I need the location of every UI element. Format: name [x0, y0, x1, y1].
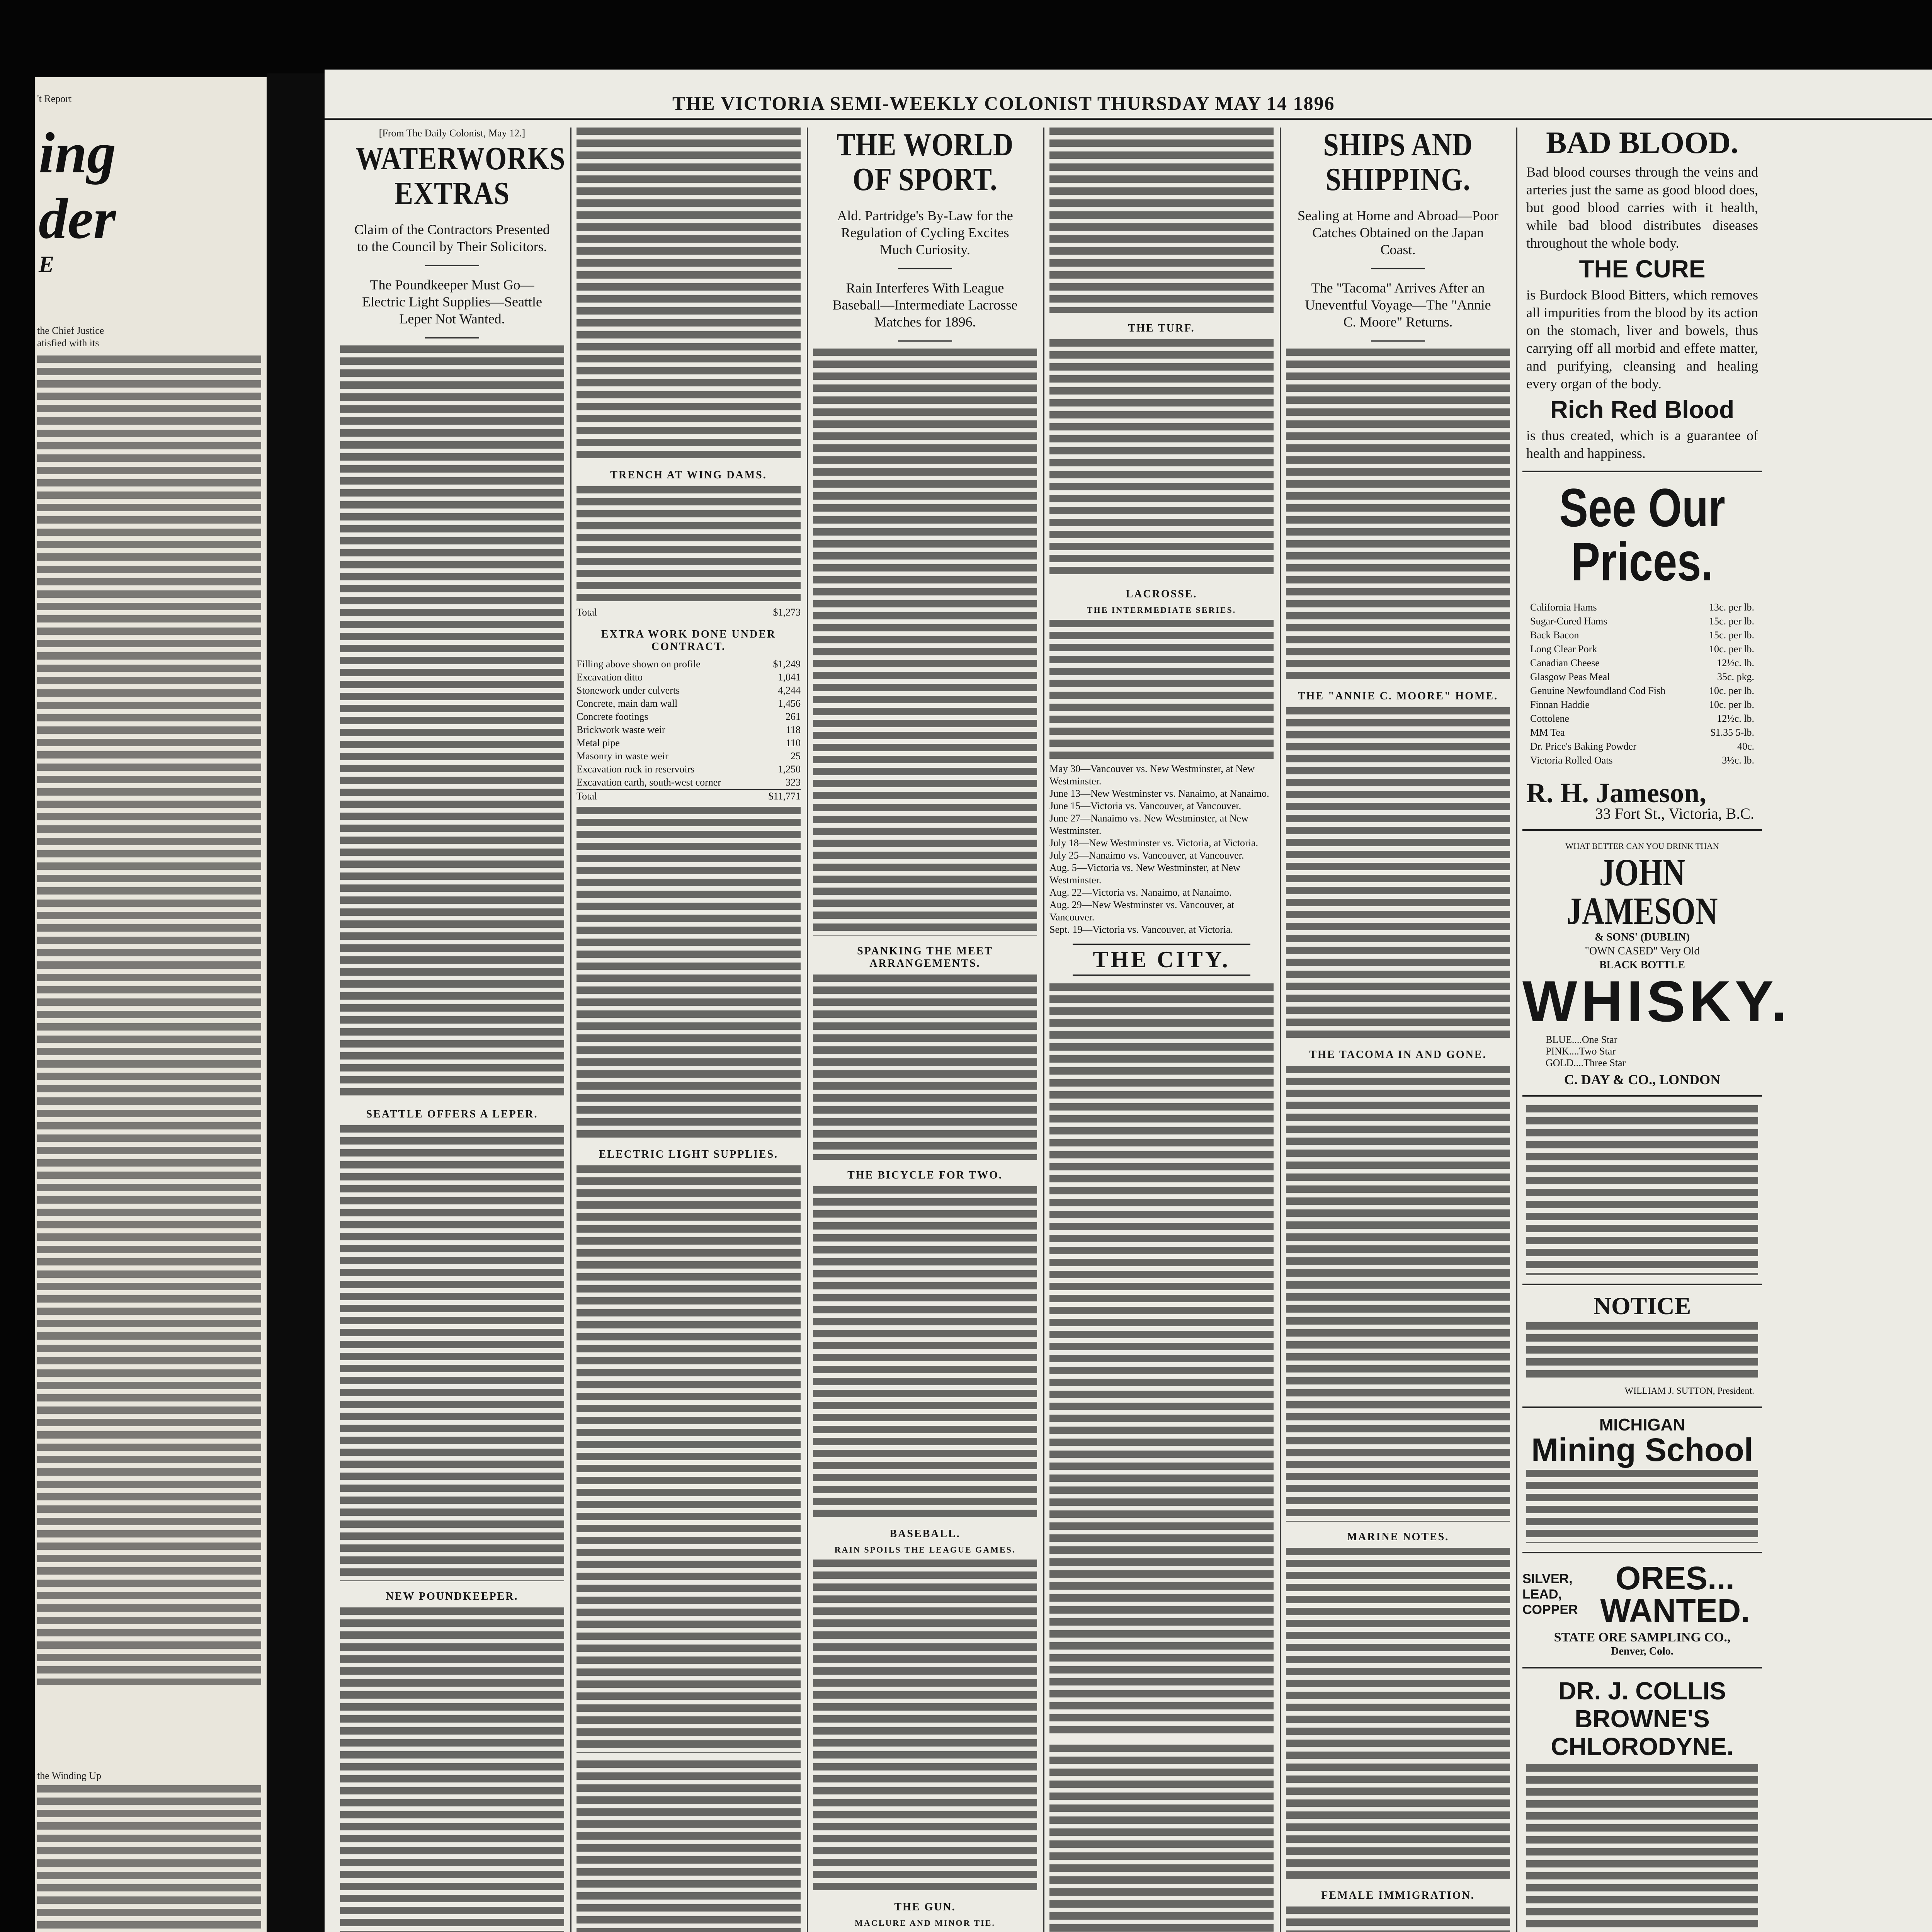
price-row: [1530, 670, 1754, 684]
subhead: BASEBALL.: [889, 1528, 961, 1540]
price-item: Dr. Price's Baking Powder: [1530, 741, 1636, 752]
ad-text: & SONS' (DUBLIN): [1595, 931, 1690, 943]
subhead: SPANKING THE MEET ARRANGEMENTS.: [857, 945, 993, 969]
newspaper-page: [325, 70, 1932, 1932]
price-row: [1530, 628, 1754, 642]
divider: [898, 268, 952, 269]
previous-page-fragment: [35, 77, 267, 1932]
ad-text: BLACK BOTTLE: [1599, 959, 1685, 971]
headline-sport: THE WORLD OF SPORT.: [836, 127, 1014, 197]
article-body: [340, 1125, 564, 1581]
price-item: Back Bacon: [1530, 629, 1579, 641]
price-value: 12½c. lb.: [1717, 713, 1754, 724]
subhead: THE TACOMA IN AND GONE.: [1309, 1049, 1487, 1061]
table-row: [577, 697, 801, 710]
deck: Ald. Partridge's By-Law for the Regulation of Cycling Excites Much Curiosity.: [837, 208, 1013, 257]
ad-body: [1526, 1764, 1758, 1932]
price-row: [1530, 600, 1754, 614]
ad-headline: JOHN JAMESON: [1566, 851, 1718, 932]
price-item: Long Clear Pork: [1530, 643, 1597, 655]
ad-jameson-whisky: [1522, 839, 1791, 1087]
subhead: THE INTERMEDIATE SERIES.: [1087, 605, 1236, 615]
price-row: [1530, 753, 1754, 767]
capsule-list: [1546, 1034, 1739, 1069]
binding-gutter: [267, 73, 325, 1932]
subhead: ELECTRIC LIGHT SUPPLIES.: [599, 1148, 779, 1160]
column-rule: [1280, 128, 1281, 1932]
ad-address: 33 Fort St., Victoria, B.C.: [1595, 805, 1754, 822]
table-row: [577, 671, 801, 684]
divider: [1371, 268, 1425, 269]
price-row: [1530, 712, 1754, 726]
dateline: [From The Daily Colonist, May 12.]: [379, 128, 526, 139]
ad-headline: ORES... WANTED.: [1600, 1560, 1750, 1629]
prev-headline: E: [39, 252, 54, 277]
notice-signer: WILLIAM J. SUTTON, President.: [1624, 1386, 1754, 1396]
table-label: Brickwork waste weir: [577, 724, 665, 735]
deck: The "Tacoma" Arrives After an Uneventful Voyage—The "Annie C. Moore" Returns.: [1305, 280, 1491, 330]
divider: [1522, 829, 1762, 831]
headline-city: THE CITY.: [1073, 944, 1250, 976]
article-body: [1286, 349, 1510, 681]
price-value: 40c.: [1737, 741, 1754, 752]
table-amount: 25: [791, 750, 801, 762]
article-body: [1049, 620, 1274, 759]
ad-headline: Mining School: [1531, 1432, 1753, 1468]
price-value: 3½c. lb.: [1722, 755, 1754, 766]
divider: [1522, 471, 1762, 472]
table-row: [577, 723, 801, 736]
subhead: NEW POUNDKEEPER.: [386, 1590, 519, 1602]
table-row: [577, 750, 801, 763]
price-item: Victoria Rolled Oats: [1530, 755, 1613, 766]
column-rule: [1043, 128, 1044, 1932]
table-amount: $1,273: [773, 607, 801, 618]
ad-ore-sampling: [1522, 1562, 1762, 1658]
price-value: 13c. per lb.: [1709, 602, 1754, 613]
table-amount: 261: [786, 711, 801, 722]
price-list: [1522, 600, 1762, 767]
price-row: [1530, 642, 1754, 656]
subhead: RAIN SPOILS THE LEAGUE GAMES.: [834, 1545, 1016, 1554]
price-item: Cottolene: [1530, 713, 1570, 724]
ad-michigan-mining-school: [1522, 1417, 1762, 1543]
article-body: [813, 1560, 1037, 1892]
subhead: MARINE NOTES.: [1347, 1531, 1449, 1543]
divider: [1522, 1406, 1762, 1408]
divider: [1371, 340, 1425, 342]
headline-shipping: SHIPS AND SHIPPING.: [1323, 127, 1473, 197]
article-body: [813, 1186, 1037, 1519]
article-body: [1049, 1745, 1274, 1932]
table-amount: 110: [786, 737, 801, 748]
ad-chlorodyne: [1522, 1677, 1762, 1932]
column-contract: [577, 128, 801, 1932]
table-amount: 4,244: [778, 685, 801, 696]
ad-headline: THE CURE: [1579, 255, 1706, 283]
ad-text: C. DAY & CO., LONDON: [1564, 1072, 1721, 1087]
article-body: [1049, 983, 1274, 1737]
price-item: Sugar-Cured Hams: [1530, 616, 1607, 627]
schedule-item: Sept. 19—Victoria vs. Vancouver, at Victoria.: [1049, 924, 1233, 935]
column-rule: [570, 128, 571, 1932]
subhead: MACLURE AND MINOR TIE.: [855, 1918, 995, 1928]
ad-jameson-prices: [1522, 477, 1762, 822]
price-item: Glasgow Peas Meal: [1530, 671, 1610, 682]
price-value: $1.35 5-lb.: [1710, 727, 1754, 738]
column-shipping: [1286, 128, 1510, 1932]
prev-text: 't Report: [37, 93, 72, 104]
article-body: [340, 345, 564, 1099]
table-label: Total: [577, 607, 597, 618]
prev-body-text: [37, 1785, 261, 1932]
prev-text: atisfied with its: [37, 337, 99, 349]
price-value: 10c. per lb.: [1709, 643, 1754, 655]
schedule-item: May 30—Vancouver vs. New Westminster, at New Westminster.: [1049, 763, 1255, 787]
article-body: [577, 1165, 801, 1753]
price-item: California Hams: [1530, 602, 1597, 613]
ad-headline: MICHIGAN: [1599, 1415, 1685, 1434]
notice-sutton: [1522, 1294, 1762, 1398]
price-item: Genuine Newfoundland Cod Fish: [1530, 685, 1666, 696]
table-label: Filling above shown on profile: [577, 658, 701, 670]
column-waterworks: [340, 128, 564, 1932]
subhead: TRENCH AT WING DAMS.: [610, 469, 767, 481]
schedule-item: July 25—Nanaimo vs. Vancouver, at Vancouver.: [1049, 850, 1244, 861]
divider: [1522, 1095, 1762, 1097]
table-row: [577, 684, 801, 697]
ad-text: SILVER, LEAD, COPPER: [1522, 1571, 1578, 1617]
notice-body: [1526, 1322, 1758, 1380]
subhead: FEMALE IMMIGRATION.: [1321, 1889, 1475, 1901]
table-label: Concrete, main dam wall: [577, 698, 678, 709]
article-body: [340, 1607, 564, 1932]
article-body: [1286, 707, 1510, 1039]
price-row: [1530, 614, 1754, 628]
subhead: EXTRA WORK DONE UNDER CONTRACT.: [601, 628, 776, 653]
column-advertisements: [1522, 126, 1791, 1932]
price-row: [1530, 740, 1754, 753]
article-body: [1286, 1548, 1510, 1880]
subhead: THE BICYCLE FOR TWO.: [847, 1169, 1003, 1181]
subhead: THE "ANNIE C. MOORE" HOME.: [1298, 690, 1498, 702]
masthead: [325, 85, 1932, 120]
table-row: [577, 776, 801, 789]
contract-total: [577, 606, 801, 619]
ore-header: [1522, 1562, 1762, 1627]
article-body: [577, 128, 801, 460]
price-item: Finnan Haddie: [1530, 699, 1590, 710]
headline-waterworks: WATERWORKS EXTRAS: [355, 141, 566, 211]
article-body: [577, 1760, 801, 1932]
table-label: Metal pipe: [577, 737, 620, 748]
capsule-item: BLUE....One Star: [1546, 1034, 1617, 1045]
article-body: [813, 975, 1037, 1160]
prev-text: the Winding Up: [37, 1770, 102, 1781]
table-label: Concrete footings: [577, 711, 648, 722]
table-amount: $11,771: [768, 791, 801, 802]
table-row: [577, 789, 801, 803]
ad-text: WHAT BETTER CAN YOU DRINK THAN: [1565, 841, 1719, 851]
lacrosse-schedule: [1049, 763, 1274, 936]
table-row: [577, 736, 801, 750]
table-label: Stonework under culverts: [577, 685, 680, 696]
schedule-item: Aug. 22—Victoria vs. Nanaimo, at Nanaimo.: [1049, 887, 1232, 898]
ad-headline: Rich Red Blood: [1550, 396, 1735, 423]
table-row: [577, 606, 801, 619]
schedule-item: June 15—Victoria vs. Vancouver, at Vancouver.: [1049, 800, 1242, 811]
price-value: 15c. per lb.: [1709, 629, 1754, 641]
schedule-item: July 18—New Westminster vs. Victoria, at Victoria.: [1049, 837, 1258, 849]
schedule-item: June 27—Nanaimo vs. New Westminster, at New Westminster.: [1049, 813, 1248, 836]
price-row: [1530, 684, 1754, 698]
table-label: Masonry in waste weir: [577, 750, 668, 762]
table-amount: $1,249: [773, 658, 801, 670]
subhead: THE TURF.: [1128, 322, 1195, 334]
article-body: [577, 486, 801, 602]
prev-body-text: [37, 355, 261, 1685]
divider: [425, 265, 479, 266]
subhead: THE GUN.: [894, 1901, 956, 1913]
divider: [1522, 1667, 1762, 1668]
ad-body: [1526, 1470, 1758, 1543]
ad-text: is Burdock Blood Bitters, which removes all impurities from the blood by its action on the stomach, liver and bowels, thus carrying off all morbid and effete matter, and purifying, cleansing and healing every organ of the body.: [1526, 287, 1758, 391]
legal-notice-body: [1526, 1105, 1758, 1275]
ad-headline: DR. J. COLLIS BROWNE'S CHLORODYNE.: [1551, 1677, 1734, 1760]
ad-headline: R. H. Jameson,: [1526, 777, 1706, 808]
schedule-item: Aug. 5—Victoria vs. New Westminster, at New Westminster.: [1049, 862, 1240, 886]
price-row: [1530, 698, 1754, 712]
deck: Sealing at Home and Abroad—Poor Catches Obtained on the Japan Coast.: [1298, 208, 1498, 257]
schedule-item: June 13—New Westminster vs. Nanaimo, at Nanaimo.: [1049, 788, 1269, 799]
article-body: [577, 807, 801, 1139]
price-item: Canadian Cheese: [1530, 657, 1600, 668]
ad-text: Bad blood courses through the veins and arteries just the same as good blood does, but good blood carries with it health, while bad blood distributes diseases throughout the whole body.: [1526, 164, 1758, 251]
ad-text: STATE ORE SAMPLING CO.,: [1554, 1630, 1731, 1645]
table-label: Excavation earth, south-west corner: [577, 777, 721, 788]
table-amount: 1,041: [778, 672, 801, 683]
ad-headline: WHISKY.: [1522, 969, 1791, 1034]
prev-text: the Chief Justice: [37, 325, 104, 336]
capsule-item: PINK....Two Star: [1546, 1046, 1616, 1057]
table-amount: 118: [786, 724, 801, 735]
divider: [1522, 1552, 1762, 1553]
deck: Claim of the Contractors Presented to the Council by Their Solicitors.: [354, 222, 550, 254]
ad-text: Denver, Colo.: [1611, 1645, 1673, 1657]
price-item: MM Tea: [1530, 727, 1565, 738]
divider: [898, 340, 952, 342]
table-row: [577, 710, 801, 723]
article-body: [1049, 339, 1274, 579]
article-body: [1049, 128, 1274, 313]
table-amount: 1,456: [778, 698, 801, 709]
ad-headline: See Our Prices.: [1559, 477, 1725, 592]
price-value: 15c. per lb.: [1709, 616, 1754, 627]
price-value: 10c. per lb.: [1709, 699, 1754, 710]
table-row: [577, 658, 801, 671]
ad-headline: BAD BLOOD.: [1546, 126, 1738, 160]
prev-headline: ing: [39, 121, 116, 185]
subhead: LACROSSE.: [1126, 588, 1197, 600]
table-row: [577, 763, 801, 776]
prev-headline: der: [39, 187, 116, 251]
table-label: Excavation ditto: [577, 672, 643, 683]
extra-work-table: [577, 658, 801, 803]
ad-text: "OWN CASED" Very Old: [1585, 945, 1700, 957]
price-value: 10c. per lb.: [1709, 685, 1754, 696]
article-body: [1286, 1906, 1510, 1932]
table-label: Excavation rock in reservoirs: [577, 764, 695, 775]
masthead-title: THE VICTORIA SEMI-WEEKLY COLONIST THURSDAY MAY 14 1896: [672, 92, 1335, 114]
table-label: Total: [577, 791, 597, 802]
divider: [1522, 1284, 1762, 1285]
article-body: [813, 349, 1037, 936]
deck: Rain Interferes With League Baseball—Intermediate Lacrosse Matches for 1896.: [832, 280, 1018, 330]
price-row: [1530, 726, 1754, 740]
column-city: [1049, 128, 1274, 1932]
table-amount: 1,250: [778, 764, 801, 775]
capsule-item: GOLD....Three Star: [1546, 1057, 1626, 1068]
table-amount: 323: [786, 777, 801, 788]
article-body: [1286, 1066, 1510, 1522]
column-rule: [807, 128, 808, 1932]
column-rule: [1516, 128, 1517, 1932]
column-sport: [813, 128, 1037, 1932]
schedule-item: Aug. 29—New Westminster vs. Vancouver, at Vancouver.: [1049, 899, 1235, 923]
price-value: 12½c. lb.: [1717, 657, 1754, 668]
divider: [425, 337, 479, 338]
ad-text: is thus created, which is a guarantee of health and happiness.: [1526, 428, 1758, 461]
deck: The Poundkeeper Must Go—Electric Light Supplies—Seattle Leper Not Wanted.: [362, 277, 542, 327]
ad-burdock-blood-bitters: [1522, 128, 1762, 462]
price-row: [1530, 656, 1754, 670]
subhead: SEATTLE OFFERS A LEPER.: [366, 1108, 538, 1120]
ad-headline: NOTICE: [1593, 1292, 1691, 1320]
price-value: 35c. pkg.: [1717, 671, 1754, 682]
